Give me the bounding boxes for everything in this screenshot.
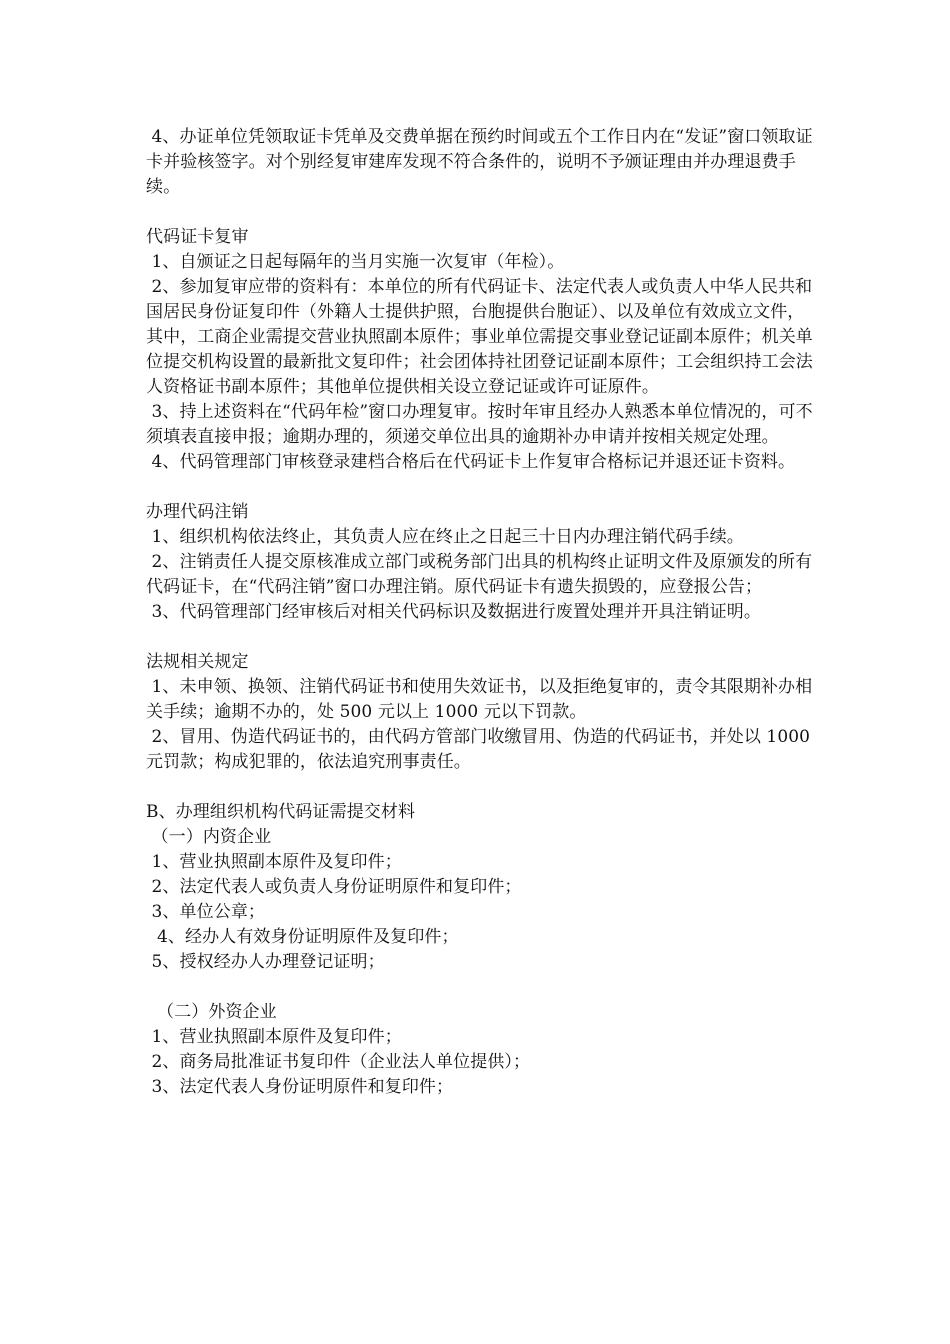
- section-heading-regulations: 法规相关规定: [146, 652, 249, 672]
- review-item-3: 3、持上述资料在“代码年检”窗口办理复审。按时年审且经办人熟悉本单位情况的，可不须填表直接申报；逾期办理的，须递交单位出具的逾期补办申请并按相关规定处理。: [146, 402, 813, 447]
- review-item-4: 4、代码管理部门审核登录建档合格后在代码证卡上作复审合格标记并退还证卡资料。: [146, 452, 796, 472]
- subsection-foreign: （二）外资企业: [146, 1002, 277, 1022]
- cancellation-item-2: 2、注销责任人提交原核准成立部门或税务部门出具的机构终止证明文件及原颁发的所有代码证卡，在“代码注销”窗口办理注销。原代码证卡有遗失损毁的，应登报公告；: [146, 552, 813, 597]
- document-body: [146, 125, 818, 1100]
- section-heading-review: 代码证卡复审: [146, 227, 249, 247]
- cancellation-item-1: 1、组织机构依法终止，其负责人应在终止之日起三十日内办理注销代码手续。: [146, 527, 744, 547]
- intro-paragraph-4: 4、办证单位凭领取证卡凭单及交费单据在预约时间或五个工作日内在“发证”窗口领取证卡并验核签字。对个别经复审建库发现不符合条件的，说明不予颁证理由并办理退费手续。: [146, 127, 813, 197]
- review-item-1: 1、自颁证之日起每隔年的当月实施一次复审（年检）。: [146, 252, 565, 272]
- cancellation-item-3: 3、代码管理部门经审核后对相关代码标识及数据进行废置处理并开具注销证明。: [146, 602, 761, 622]
- foreign-item-3: 3、法定代表人身份证明原件和复印件；: [146, 1077, 454, 1097]
- section-heading-materials: B、办理组织机构代码证需提交材料: [146, 802, 416, 822]
- domestic-item-2: 2、法定代表人或负责人身份证明原件和复印件；: [146, 877, 522, 897]
- paragraph-gap: [146, 200, 818, 225]
- paragraph-gap: [146, 475, 818, 500]
- subsection-domestic: （一）内资企业: [146, 827, 272, 847]
- regulation-item-1: 1、未申领、换领、注销代码证书和使用失效证书，以及拒绝复审的，责令其限期补办相关手续；逾期不办的，处 500 元以上 1000 元以下罚款。: [146, 677, 813, 722]
- domestic-item-5: 5、授权经办人办理登记证明；: [146, 952, 385, 972]
- paragraph-gap: [146, 975, 818, 1000]
- domestic-item-3: 3、单位公章；: [146, 902, 266, 922]
- paragraph-gap: [146, 775, 818, 800]
- section-heading-cancellation: 办理代码注销: [146, 502, 249, 522]
- paragraph-gap: [146, 625, 818, 650]
- review-item-2: 2、参加复审应带的资料有：本单位的所有代码证卡、法定代表人或负责人中华人民共和国居民身份证复印件（外籍人士提供护照，台胞提供台胞证）、以及单位有效成立文件，其中，工商企业需提交营业执照副本原件；事业单位需提交事业登记证副本原件；机关单位提交机构设置的最新批文复印件；社会团体持社团登记证副本原件；工会组织持工会法人资格证书副本原件；其他单位提供相关设立登记证或许可证原件。: [146, 277, 813, 397]
- regulation-item-2: 2、冒用、伪造代码证书的，由代码方管部门收缴冒用、伪造的代码证书，并处以 1000 元罚款；构成犯罪的，依法追究刑事责任。: [146, 727, 816, 772]
- domestic-item-1: 1、营业执照副本原件及复印件；: [146, 852, 402, 872]
- foreign-item-1: 1、营业执照副本原件及复印件；: [146, 1027, 402, 1047]
- domestic-item-4: 4、经办人有效身份证明原件及复印件；: [146, 927, 459, 947]
- foreign-item-2: 2、商务局批准证书复印件（企业法人单位提供）；: [146, 1052, 531, 1072]
